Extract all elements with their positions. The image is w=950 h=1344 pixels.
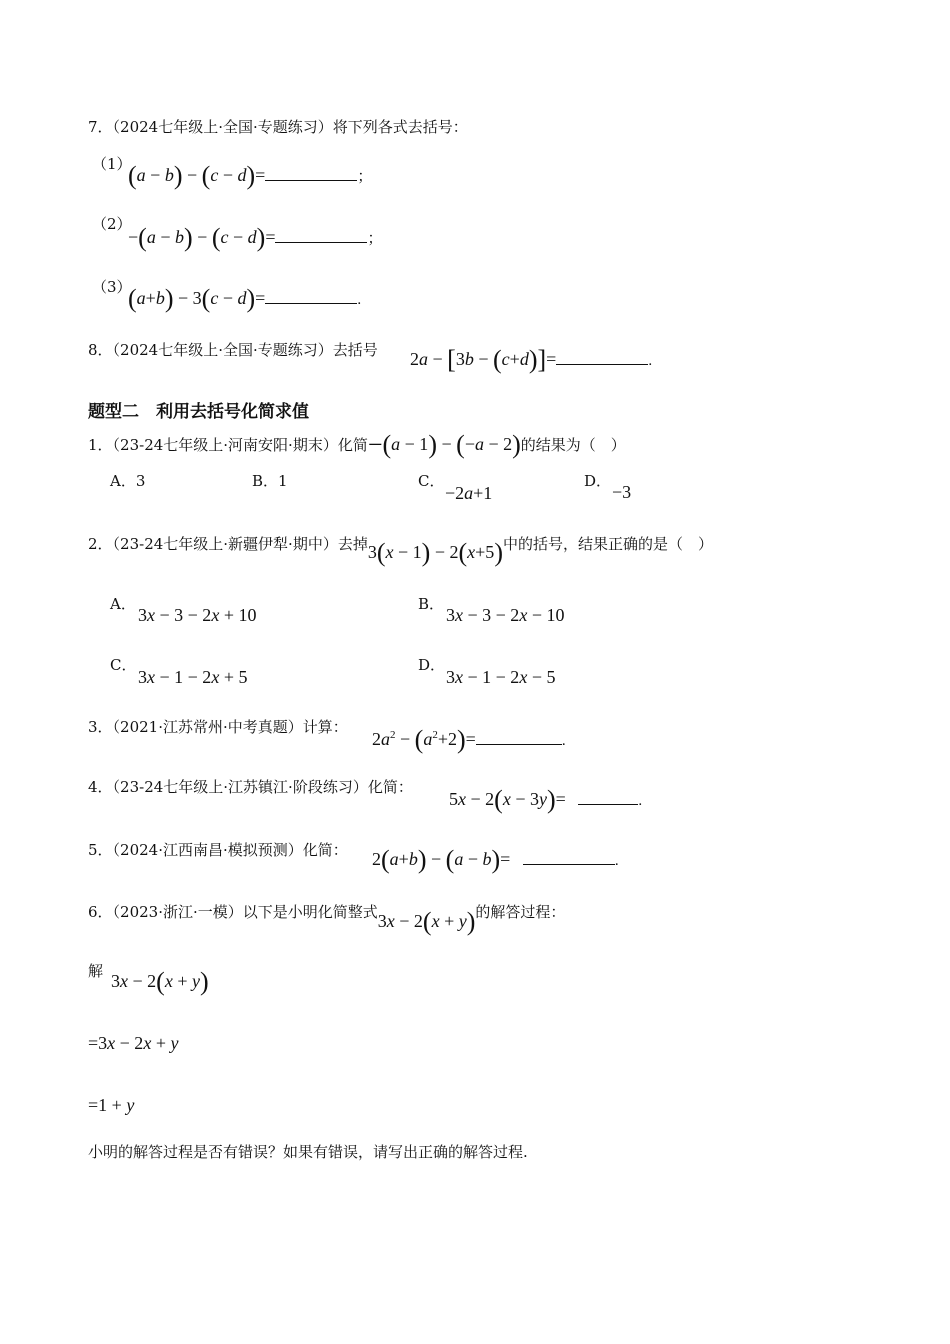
q7-part2-expr: −(a − b) − (c − d)= ；	[128, 223, 383, 252]
answer-blank[interactable]	[265, 179, 357, 181]
answer-blank[interactable]	[523, 863, 615, 865]
s2q5-expr: 2(a+b) − (a − b)= .	[372, 845, 619, 874]
s2q3-stem: 3．（2021·江苏常州·中考真题）计算：	[88, 718, 348, 736]
answer-blank[interactable]	[476, 743, 562, 745]
s2q1-stem: 1．（23-24七年级上·河南安阳·期末）化简−(a − 1) − (−a − 2)的结果为（ ）	[88, 430, 626, 459]
s2q1-option-d-label[interactable]: D．	[584, 472, 612, 490]
s2q2-option-b-value[interactable]: 3x − 3 − 2x − 10	[446, 605, 565, 625]
s2q1-option-c-value[interactable]: −2a+1	[445, 483, 493, 503]
s2q6-question: 小明的解答过程是否有错误？如果有错误，请写出正确的解答过程.	[88, 1143, 528, 1161]
q7-stem: 7．（2024七年级上·全国·专题练习）将下列各式去括号：	[88, 118, 468, 136]
q7-part3-label: （3）	[92, 278, 132, 296]
s2q2-option-b-label[interactable]: B．	[418, 595, 445, 613]
s2q1-option-c-label[interactable]: C．	[418, 472, 445, 490]
q7-part1-label: （1）	[92, 155, 132, 173]
s2q1-option-d-value[interactable]: −3	[612, 482, 632, 502]
s2q2-option-c-value[interactable]: 3x − 1 − 2x + 5	[138, 667, 248, 687]
q8-stem: 8．（2024七年级上·全国·专题练习）去括号	[88, 341, 378, 359]
s2q2-option-d-value[interactable]: 3x − 1 − 2x − 5	[446, 667, 556, 687]
s2q4-stem: 4．（23-24七年级上·江苏镇江·阶段练习）化简：	[88, 778, 413, 796]
q7-part3-expr: (a+b) − 3(c − d)= .	[128, 284, 362, 313]
s2q1-option-a[interactable]: A．3	[110, 472, 146, 490]
solution-step-3: =1 + y	[88, 1095, 135, 1115]
s2q1-option-b[interactable]: B．1	[252, 472, 288, 490]
solution-step-1: 3x − 2(x + y)	[111, 967, 209, 996]
s2q2-option-d-label[interactable]: D．	[418, 656, 446, 674]
s2q2-stem: 2．（23-24七年级上·新疆伊犁·期中）去掉3(x − 1) − 2(x+5)中的括号，结果正确的是（ ）	[88, 535, 713, 567]
s2q6-stem: 6．（2023·浙江·一模）以下是小明化简整式3x − 2(x + y)的解答过程：	[88, 903, 566, 936]
q7-part1-expr: (a − b) − (c − d)= ；	[128, 161, 373, 190]
q7-part2-label: （2）	[92, 215, 132, 233]
s2q2-option-a-label[interactable]: A．	[110, 595, 136, 613]
s2q4-expr: 5x − 2(x − 3y)= .	[449, 785, 643, 814]
answer-blank[interactable]	[265, 302, 357, 304]
answer-blank[interactable]	[556, 363, 648, 365]
solution-label: 解	[88, 962, 104, 980]
s2q3-expr: $2a^2 - (a^2+2)=$ .	[372, 725, 566, 754]
solution-step-2: =3x − 2x + y	[88, 1033, 179, 1053]
answer-blank[interactable]	[578, 803, 638, 805]
s2q5-stem: 5．（2024·江西南昌·模拟预测）化简：	[88, 841, 348, 859]
answer-blank[interactable]	[275, 241, 367, 243]
q8-expr: 2a − [3b − (c+d)]= .	[410, 345, 653, 374]
s2q2-option-c-label[interactable]: C．	[110, 656, 137, 674]
section-heading: 题型二 利用去括号化简求值	[88, 402, 309, 422]
s2q2-option-a-value[interactable]: 3x − 3 − 2x + 10	[138, 605, 257, 625]
